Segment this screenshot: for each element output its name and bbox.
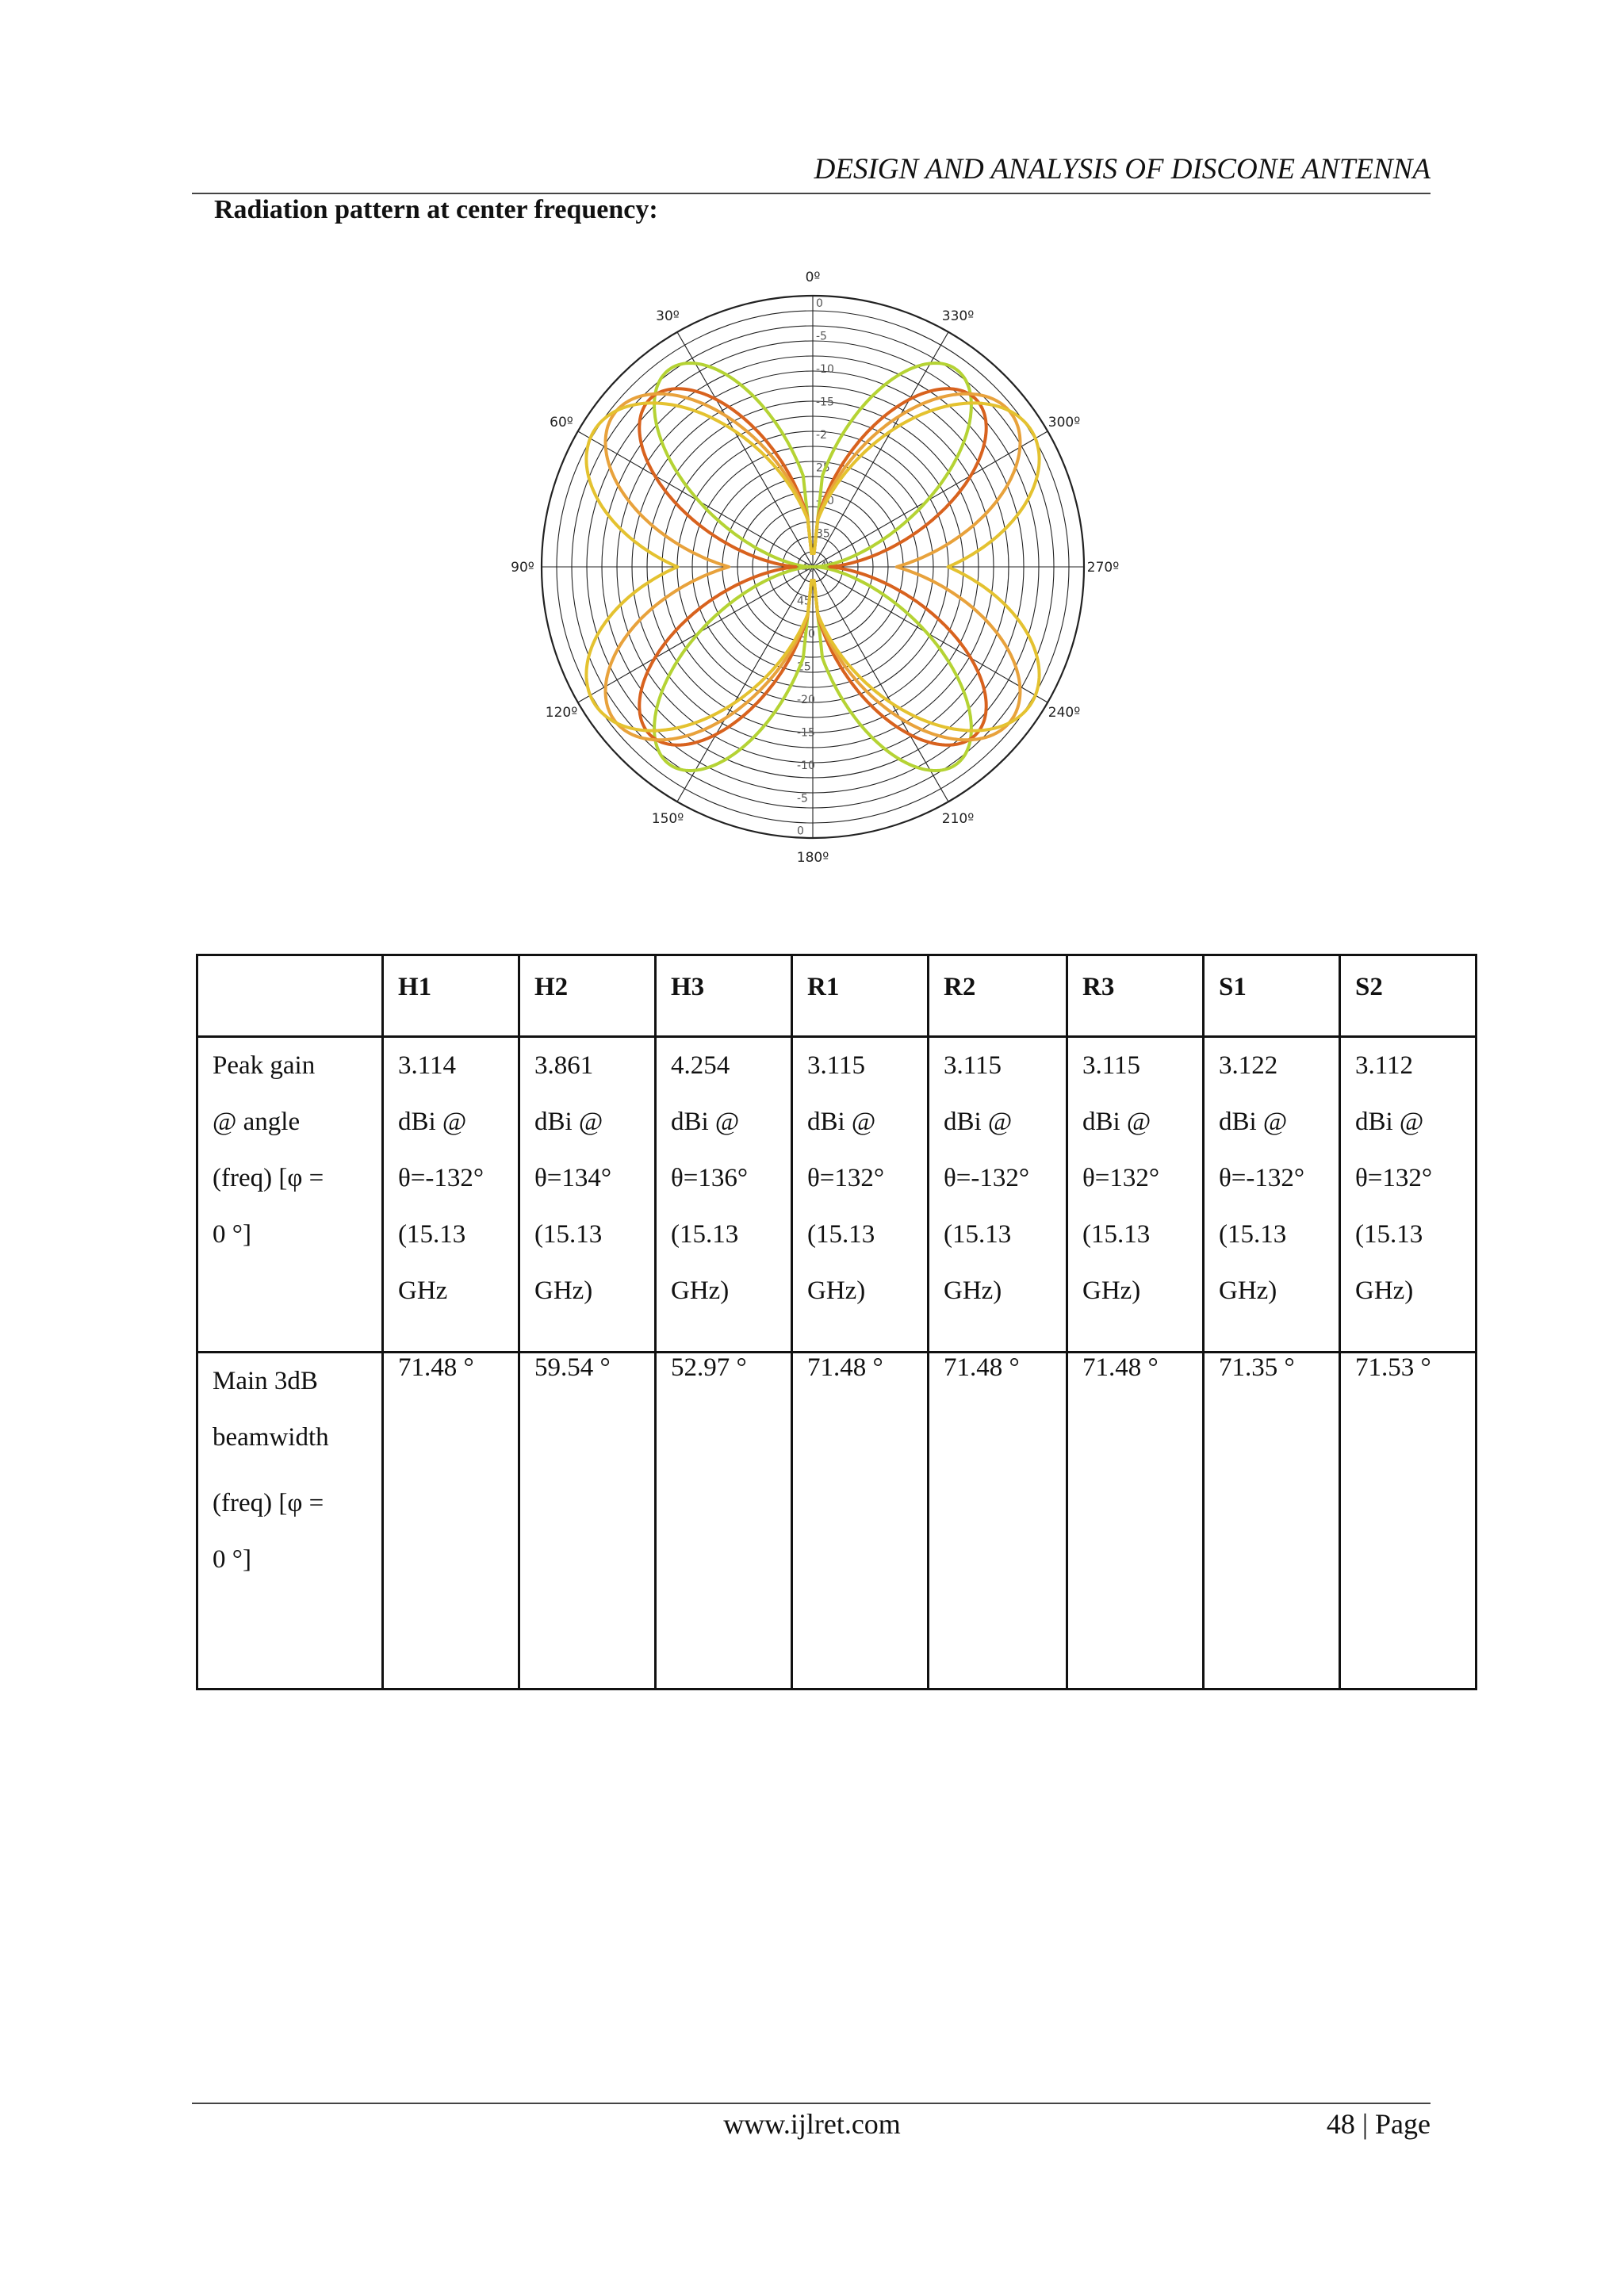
angle-label: 300º	[1048, 415, 1081, 430]
gain-cell-line: GHz)	[1219, 1276, 1277, 1305]
gain-cell-line: θ=136°	[671, 1164, 749, 1192]
angle-label: 150º	[651, 811, 684, 827]
table-header-empty	[197, 955, 383, 1037]
row-label-line: 0 °]	[213, 1220, 251, 1249]
table-header-cell: S1	[1204, 955, 1340, 1037]
gain-cell-line: 3.115	[944, 1051, 1002, 1080]
beamwidth-cell: 71.48 °	[792, 1353, 929, 1689]
gain-cell-line: 4.254	[671, 1051, 730, 1080]
angle-label: 120º	[545, 705, 578, 721]
gain-cell-line: dBi @	[944, 1108, 1013, 1136]
gain-cell	[1204, 1037, 1340, 1353]
r-tick-label: -10	[797, 759, 815, 772]
gain-cell-line: 3.114	[398, 1051, 457, 1080]
gain-cell-line: GHz)	[944, 1276, 1002, 1305]
r-tick-label: -2	[816, 428, 827, 442]
gain-cell-line: θ=-132°	[1219, 1164, 1305, 1192]
row-label-line: Peak gain	[213, 1051, 316, 1080]
gain-cell-line: θ=132°	[1082, 1164, 1160, 1192]
gain-cell-line: 3.115	[807, 1051, 866, 1080]
beamwidth-cell: 52.97 °	[656, 1353, 792, 1689]
table-header-cell: H3	[656, 955, 792, 1037]
table-header-row	[197, 955, 1477, 1037]
table-header-cell: H2	[519, 955, 656, 1037]
angle-label: 0º	[805, 270, 821, 285]
beamwidth-cell: 71.53 °	[1340, 1353, 1477, 1689]
gain-cell	[792, 1037, 929, 1353]
r-tick-label: -30	[816, 494, 834, 507]
beamwidth-cell: 71.48 °	[1067, 1353, 1204, 1689]
polar-radiation-chart	[484, 262, 1150, 872]
gain-cell-line: (15.13	[1355, 1220, 1423, 1249]
gain-cell-line: dBi @	[807, 1108, 876, 1136]
r-tick-label: 0	[797, 825, 804, 838]
row-label-line: (freq) [φ =	[213, 1164, 324, 1192]
gain-cell-line: GHz)	[534, 1276, 593, 1305]
gain-cell	[519, 1037, 656, 1353]
angle-label: 270º	[1086, 560, 1120, 576]
header-rule	[192, 193, 1431, 194]
r-tick-label: 25	[816, 461, 830, 475]
angle-label: 60º	[550, 415, 573, 430]
r-tick-label: -10	[816, 362, 834, 376]
gain-cell-line: (15.13	[944, 1220, 1012, 1249]
gain-cell	[929, 1037, 1067, 1353]
row-label-line: beamwidth	[213, 1423, 329, 1452]
table-header-cell: S2	[1340, 955, 1477, 1037]
gain-cell-line: (15.13	[807, 1220, 875, 1249]
beamwidth-cell: 71.48 °	[929, 1353, 1067, 1689]
gain-cell	[656, 1037, 792, 1353]
angle-label: 330º	[941, 308, 975, 324]
r-tick-label: -15	[816, 396, 834, 409]
angle-label: 90º	[511, 560, 534, 576]
row-label-line: @ angle	[213, 1108, 301, 1136]
gain-cell-line: dBi @	[1082, 1108, 1151, 1136]
table-header-cell: R2	[929, 955, 1067, 1037]
gain-cell-line: θ=-132°	[944, 1164, 1030, 1192]
polar-chart-svg	[484, 262, 1150, 872]
results-table	[196, 954, 1477, 1690]
r-tick-label: 45	[797, 595, 811, 608]
gain-cell-line: θ=132°	[807, 1164, 885, 1192]
gain-cell-line: θ=-132°	[398, 1164, 485, 1192]
r-tick-label: -30	[797, 627, 815, 641]
table-header-cell: R1	[792, 955, 929, 1037]
gain-cell-line: θ=134°	[534, 1164, 612, 1192]
angle-label: 30º	[656, 308, 680, 324]
gain-cell-line: 3.112	[1355, 1051, 1414, 1080]
r-tick-label: -20	[797, 693, 815, 706]
gain-cell-line: θ=132°	[1355, 1164, 1433, 1192]
gain-cell-line: 3.861	[534, 1051, 594, 1080]
gain-cell-line: (15.13	[534, 1220, 603, 1249]
beamwidth-cell: 59.54 °	[519, 1353, 656, 1689]
table-header-cell: H1	[383, 955, 519, 1037]
r-tick-label: -40	[816, 560, 834, 573]
beamwidth-cell: 71.35 °	[1204, 1353, 1340, 1689]
page-number: 48 | Page	[1326, 2108, 1431, 2140]
r-tick-label: -15	[797, 726, 815, 740]
gain-cell	[1340, 1037, 1477, 1353]
table-row-beamwidth	[197, 1353, 1477, 1689]
row-label-peak-gain	[197, 1037, 383, 1353]
r-tick-label: 25	[797, 660, 811, 674]
r-tick-label: -5	[797, 792, 808, 806]
gain-cell-line: GHz)	[1082, 1276, 1141, 1305]
gain-cell	[383, 1037, 519, 1353]
table-row-peak-gain	[197, 1037, 1477, 1353]
gain-cell-line: (15.13	[1219, 1220, 1287, 1249]
row-label-line: 0 °]	[213, 1545, 251, 1574]
gain-cell-line: GHz)	[1355, 1276, 1414, 1305]
beamwidth-cell: 71.48 °	[383, 1353, 519, 1689]
section-heading: Radiation pattern at center frequency:	[214, 195, 658, 224]
gain-cell-line: dBi @	[1355, 1108, 1424, 1136]
gain-cell-line: dBi @	[398, 1108, 467, 1136]
gain-cell-line: (15.13	[671, 1220, 739, 1249]
footer-rule	[192, 2103, 1431, 2104]
r-tick-label: 35	[816, 527, 830, 541]
row-label-beamwidth	[197, 1353, 383, 1689]
gain-cell-line: 3.115	[1082, 1051, 1141, 1080]
row-label-line: (freq) [φ =	[213, 1489, 324, 1517]
running-header: DESIGN AND ANALYSIS OF DISCONE ANTENNA	[814, 153, 1431, 186]
gain-cell-line: dBi @	[1219, 1108, 1288, 1136]
row-label-line: Main 3dB	[213, 1367, 318, 1395]
gain-cell-line: dBi @	[534, 1108, 603, 1136]
table-header-cell: R3	[1067, 955, 1204, 1037]
r-tick-label: -40	[797, 562, 815, 575]
r-tick-label: -5	[816, 330, 827, 343]
gain-cell-line: GHz)	[807, 1276, 866, 1305]
gain-cell-line: 3.122	[1219, 1051, 1278, 1080]
gain-cell	[1067, 1037, 1204, 1353]
gain-cell-line: (15.13	[1082, 1220, 1151, 1249]
gain-cell-line: GHz)	[671, 1276, 730, 1305]
gain-cell-line: GHz	[398, 1276, 448, 1305]
gain-cell-line: dBi @	[671, 1108, 740, 1136]
r-tick-label: 0	[816, 297, 823, 310]
angle-label: 180º	[796, 850, 829, 866]
angle-label: 240º	[1048, 705, 1081, 721]
footer-url: www.ijlret.com	[723, 2108, 901, 2140]
angle-label: 210º	[941, 811, 975, 827]
gain-cell-line: (15.13	[398, 1220, 466, 1249]
